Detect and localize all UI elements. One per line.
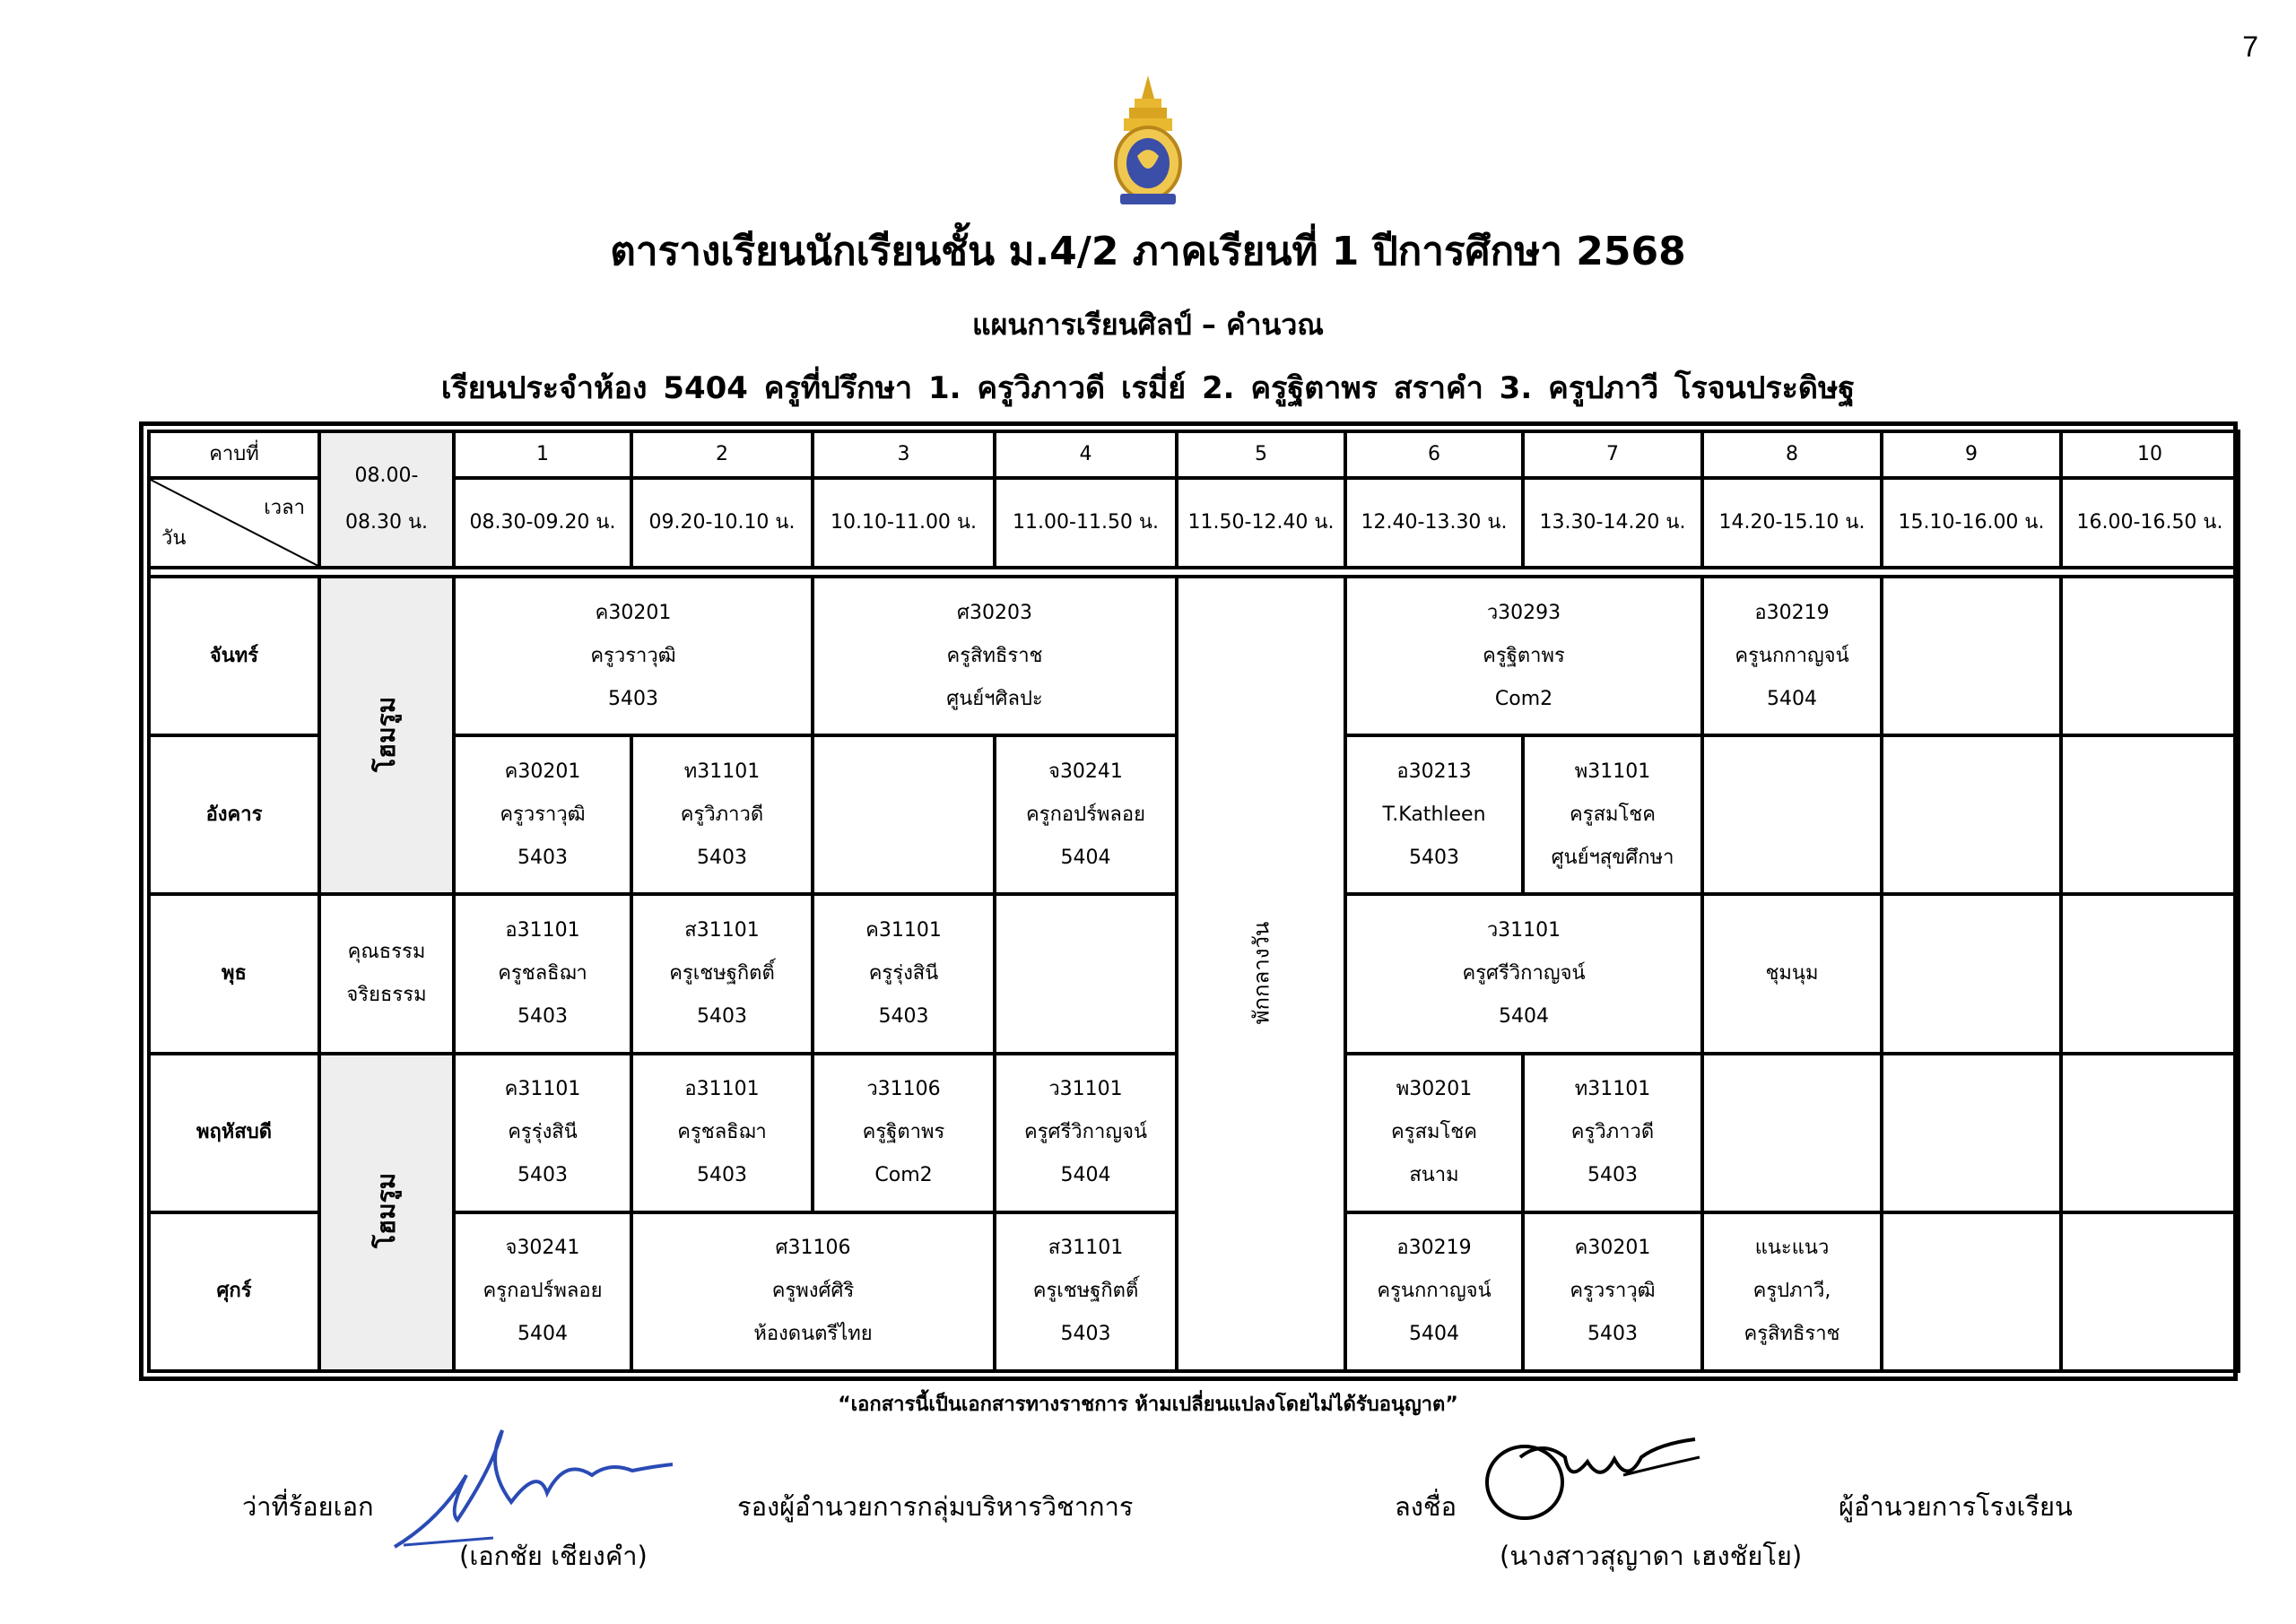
class-cell: ว31101 ครูศรีวิกาญจน์ 5404 <box>995 1054 1177 1212</box>
page-number: 7 <box>2242 30 2258 63</box>
homeroom-label: โฮมรูม <box>371 696 401 772</box>
class-cell: อ31101 ครูชลธิฌา 5403 <box>631 1054 813 1212</box>
period-number: 5 <box>1177 431 1345 478</box>
period-number: 3 <box>813 431 995 478</box>
empty-cell <box>995 894 1177 1053</box>
study-plan: แผนการเรียนศิลป์ – คำนวณ <box>972 308 1324 342</box>
empty-cell <box>2061 1054 2239 1212</box>
page-title: ตารางเรียนนักเรียนชั้น ม.4/2 ภาคเรียนที่ 1 ปีการศึกษา 2568 <box>610 229 1686 274</box>
left-signer-name: (เอกชัย เชียงคำ) <box>459 1541 648 1571</box>
period-time: 12.40-13.30 น. <box>1345 478 1523 568</box>
class-cell: อ31101 ครูชลธิฌา 5403 <box>454 894 631 1053</box>
period-number: 7 <box>1523 431 1702 478</box>
class-cell: ค30201 ครูวราวุฒิ 5403 <box>454 735 631 894</box>
class-cell: ค31101 ครูรุ่งสินี 5403 <box>454 1054 631 1212</box>
period-number: 10 <box>2061 431 2239 478</box>
class-cell: ว30293 ครูฐิตาพร Com2 <box>1345 577 1702 735</box>
class-cell: จ30241 ครูกอปร์พลอย 5404 <box>454 1212 631 1371</box>
period-time: 14.20-15.10 น. <box>1702 478 1882 568</box>
period-number: 6 <box>1345 431 1523 478</box>
disclaimer: “เอกสารนี้เป็นเอกสารทางราชการ ห้ามเปลี่ยนแปลงโดยไม่ได้รับอนุญาต” <box>838 1394 1458 1416</box>
right-signer-position: ผู้อำนวยการโรงเรียน <box>1839 1491 2073 1522</box>
empty-cell <box>2061 894 2239 1053</box>
class-cell: ว31101 ครูศรีวิกาญจน์ 5404 <box>1345 894 1702 1053</box>
day-label: วัน <box>161 527 187 550</box>
empty-cell <box>1882 1054 2061 1212</box>
left-signer-position: รองผู้อำนวยการกลุ่มบริหารวิชาการ <box>737 1491 1134 1522</box>
time-label: เวลา <box>264 497 305 520</box>
homeroom-label: โฮมรูม <box>371 1173 401 1249</box>
class-cell: ศ30203 ครูสิทธิราช ศูนย์ฯศิลปะ <box>813 577 1177 735</box>
empty-cell <box>1882 894 2061 1053</box>
homeroom-cell <box>319 577 454 894</box>
day-tuesday: อังคาร <box>149 735 319 894</box>
day-monday: จันทร์ <box>149 577 319 735</box>
day-thursday: พฤหัสบดี <box>149 1054 319 1212</box>
empty-cell <box>2061 577 2239 735</box>
class-cell: ค30201 ครูวราวุฒิ 5403 <box>1523 1212 1702 1371</box>
club-cell: ชุมนุม <box>1702 894 1882 1053</box>
period-time: 15.10-16.00 น. <box>1882 478 2061 568</box>
empty-cell <box>1882 577 2061 735</box>
period-time: 11.50-12.40 น. <box>1177 478 1345 568</box>
right-signature-image <box>1480 1421 1713 1533</box>
lunch-label: พักกลางวัน <box>1248 921 1274 1025</box>
class-cell: ค30201 ครูวราวุฒิ 5403 <box>454 577 813 735</box>
period-time: 10.10-11.00 น. <box>813 478 995 568</box>
lunch-break-cell <box>1177 577 1345 1371</box>
class-cell: อ30219 ครูนกกาญจน์ 5404 <box>1702 577 1882 735</box>
empty-cell <box>1882 1212 2061 1371</box>
class-cell: อ30219 ครูนกกาญจน์ 5404 <box>1345 1212 1523 1371</box>
empty-cell <box>1702 735 1882 894</box>
class-cell: พ30201 ครูสมโชค สนาม <box>1345 1054 1523 1212</box>
empty-cell <box>813 735 995 894</box>
day-friday: ศุกร์ <box>149 1212 319 1371</box>
class-cell: จ30241 ครูกอปร์พลอย 5404 <box>995 735 1177 894</box>
time-day-corner <box>149 478 319 568</box>
empty-cell <box>2061 735 2239 894</box>
period-time: 08.30-09.20 น. <box>454 478 631 568</box>
class-cell: ว31106 ครูฐิตาพร Com2 <box>813 1054 995 1212</box>
class-cell: แนะแนว ครูปภาวี, ครูสิทธิราช <box>1702 1212 1882 1371</box>
advisor-line: เรียนประจำห้อง 5404 ครูที่ปรึกษา 1. ครูวิภาวดี เรมี่ย์ 2. ครูฐิตาพร สราคำ 3. ครูปภาวี โรจนประดิษฐ <box>440 370 1856 406</box>
left-signer-prefix: ว่าที่ร้อยเอก <box>242 1491 374 1522</box>
period-time: 16.00-16.50 น. <box>2061 478 2239 568</box>
day-wednesday: พุธ <box>149 894 319 1053</box>
period-number: 2 <box>631 431 813 478</box>
class-cell: ค31101 ครูรุ่งสินี 5403 <box>813 894 995 1053</box>
class-cell: ส31101 ครูเชษฐกิตติ์ 5403 <box>995 1212 1177 1371</box>
homeroom-time: 08.00- 08.30 น. <box>319 431 454 568</box>
class-cell: อ30213 T.Kathleen 5403 <box>1345 735 1523 894</box>
period-label: คาบที่ <box>149 431 319 478</box>
right-signer-prefix: ลงชื่อ <box>1395 1491 1457 1522</box>
ethics-cell: คุณธรรม จริยธรรม <box>319 894 454 1053</box>
period-number: 8 <box>1702 431 1882 478</box>
timetable <box>139 421 2238 1381</box>
left-signature-image <box>386 1412 682 1556</box>
period-time: 13.30-14.20 น. <box>1523 478 1702 568</box>
class-cell: ศ31106 ครูพงศ์ศิริ ห้องดนตรีไทย <box>631 1212 995 1371</box>
class-cell: ส31101 ครูเชษฐกิตติ์ 5403 <box>631 894 813 1053</box>
period-number: 9 <box>1882 431 2061 478</box>
empty-cell <box>2061 1212 2239 1371</box>
class-cell: ท31101 ครูวิภาวดี 5403 <box>1523 1054 1702 1212</box>
class-cell: พ31101 ครูสมโชค ศูนย์ฯสุขศึกษา <box>1523 735 1702 894</box>
right-signer-name: (นางสาวสุญาดา เฮงชัยโย) <box>1500 1541 1803 1571</box>
period-time: 11.00-11.50 น. <box>995 478 1177 568</box>
empty-cell <box>1882 735 2061 894</box>
homeroom-cell <box>319 1054 454 1371</box>
school-crest-icon <box>1099 74 1197 208</box>
period-time: 09.20-10.10 น. <box>631 478 813 568</box>
period-number: 1 <box>454 431 631 478</box>
period-number: 4 <box>995 431 1177 478</box>
class-cell: ท31101 ครูวิภาวดี 5403 <box>631 735 813 894</box>
empty-cell <box>1702 1054 1882 1212</box>
